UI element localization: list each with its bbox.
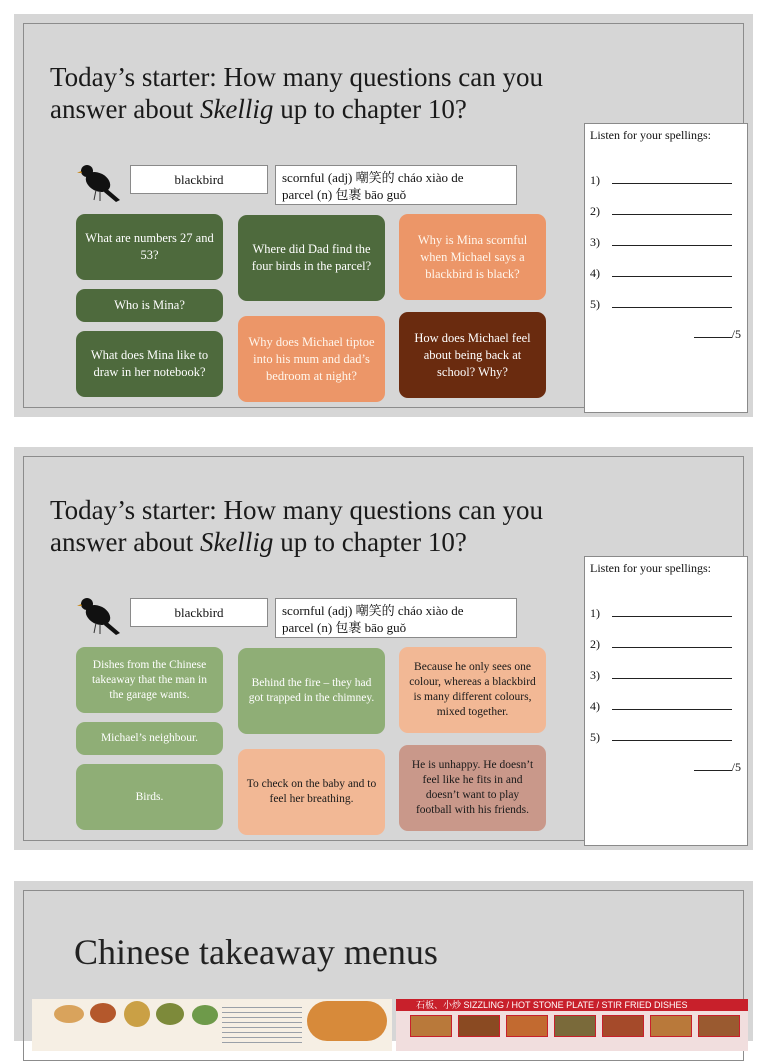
spelling-line [590, 668, 740, 683]
spellings-panel [584, 123, 748, 413]
slide-title: Chinese takeaway menus [74, 932, 438, 972]
answer-card: He is unhappy. He doesn’t feel like he fits in and doesn’t want to play football with his friends. [399, 745, 546, 831]
vocab-line: parcel (n) 包裹 bāo guǒ [282, 620, 407, 635]
answer-card: Behind the fire – they had got trapped in the chimney. [238, 648, 385, 734]
question-card: Where did Dad find the four birds in the parcel? [238, 215, 385, 301]
word-box: blackbird [130, 598, 268, 627]
question-card: Why does Michael tiptoe into his mum and dad’s bedroom at night? [238, 316, 385, 402]
title-text: Today’s starter: How many questions can you answer about [50, 62, 544, 124]
spelling-line [590, 204, 740, 219]
slide-questions [14, 14, 753, 417]
spelling-line [590, 235, 740, 250]
vocab-line: scornful (adj) 嘲笑的 cháo xiào de [282, 170, 464, 185]
question-card: Why is Mina scornful when Michael says a blackbird is black? [399, 214, 546, 300]
title-text: Today’s starter: How many questions can you answer about [50, 495, 544, 557]
spelling-number: 5) [590, 297, 600, 311]
answer-card: Birds. [76, 764, 223, 830]
title-book: Skellig [199, 94, 274, 124]
menu-image [396, 999, 748, 1051]
menu-header: 石板、小炒 SIZZLING / HOT STONE PLATE / STIR FRIED DISHES [396, 999, 748, 1011]
word-box: blackbird [130, 165, 268, 194]
spelling-score [694, 760, 741, 775]
score-label: /5 [731, 327, 741, 341]
spelling-line [590, 637, 740, 652]
answer-card: To check on the baby and to feel her breathing. [238, 749, 385, 835]
spelling-number: 1) [590, 606, 600, 620]
question-card: How does Michael feel about being back at school? Why? [399, 312, 546, 398]
spellings-title: Listen for your spellings: [590, 128, 711, 142]
spelling-line [590, 606, 740, 621]
spelling-line [590, 297, 740, 312]
title-book: Skellig [199, 527, 274, 557]
spelling-number: 3) [590, 235, 600, 249]
answer-card: Dishes from the Chinese takeaway that the man in the garage wants. [76, 647, 223, 713]
slide-title [50, 61, 570, 125]
blackbird-icon [76, 593, 122, 637]
slide-menus [14, 881, 753, 1041]
vocab-line: parcel (n) 包裹 bāo guǒ [282, 187, 407, 202]
spellings-panel [584, 556, 748, 846]
score-label: /5 [731, 760, 741, 774]
answer-card: Michael’s neighbour. [76, 722, 223, 755]
question-card: Who is Mina? [76, 289, 223, 322]
title-text-end: up to chapter 10? [273, 94, 467, 124]
answer-card: Because he only sees one colour, whereas a blackbird is many different colours, mixed together. [399, 647, 546, 733]
spelling-line [590, 266, 740, 281]
title-text-end: up to chapter 10? [273, 527, 467, 557]
question-card: What does Mina like to draw in her notebook? [76, 331, 223, 397]
spelling-line [590, 173, 740, 188]
spelling-number: 2) [590, 637, 600, 651]
menu-image [32, 999, 392, 1051]
spelling-number: 1) [590, 173, 600, 187]
vocab-box [275, 598, 517, 638]
spelling-number: 4) [590, 699, 600, 713]
spelling-number: 3) [590, 668, 600, 682]
slide-frame [23, 890, 744, 1061]
spelling-number: 2) [590, 204, 600, 218]
spellings-title: Listen for your spellings: [590, 561, 711, 575]
vocab-box [275, 165, 517, 205]
slide-answers [14, 447, 753, 850]
blackbird-icon [76, 160, 122, 204]
slide-title [50, 494, 570, 558]
spelling-score [694, 327, 741, 342]
spelling-line [590, 730, 740, 745]
question-card: What are numbers 27 and 53? [76, 214, 223, 280]
vocab-line: scornful (adj) 嘲笑的 cháo xiào de [282, 603, 464, 618]
slide-frame [23, 456, 744, 841]
spelling-number: 4) [590, 266, 600, 280]
slide-frame [23, 23, 744, 408]
spelling-line [590, 699, 740, 714]
spelling-number: 5) [590, 730, 600, 744]
